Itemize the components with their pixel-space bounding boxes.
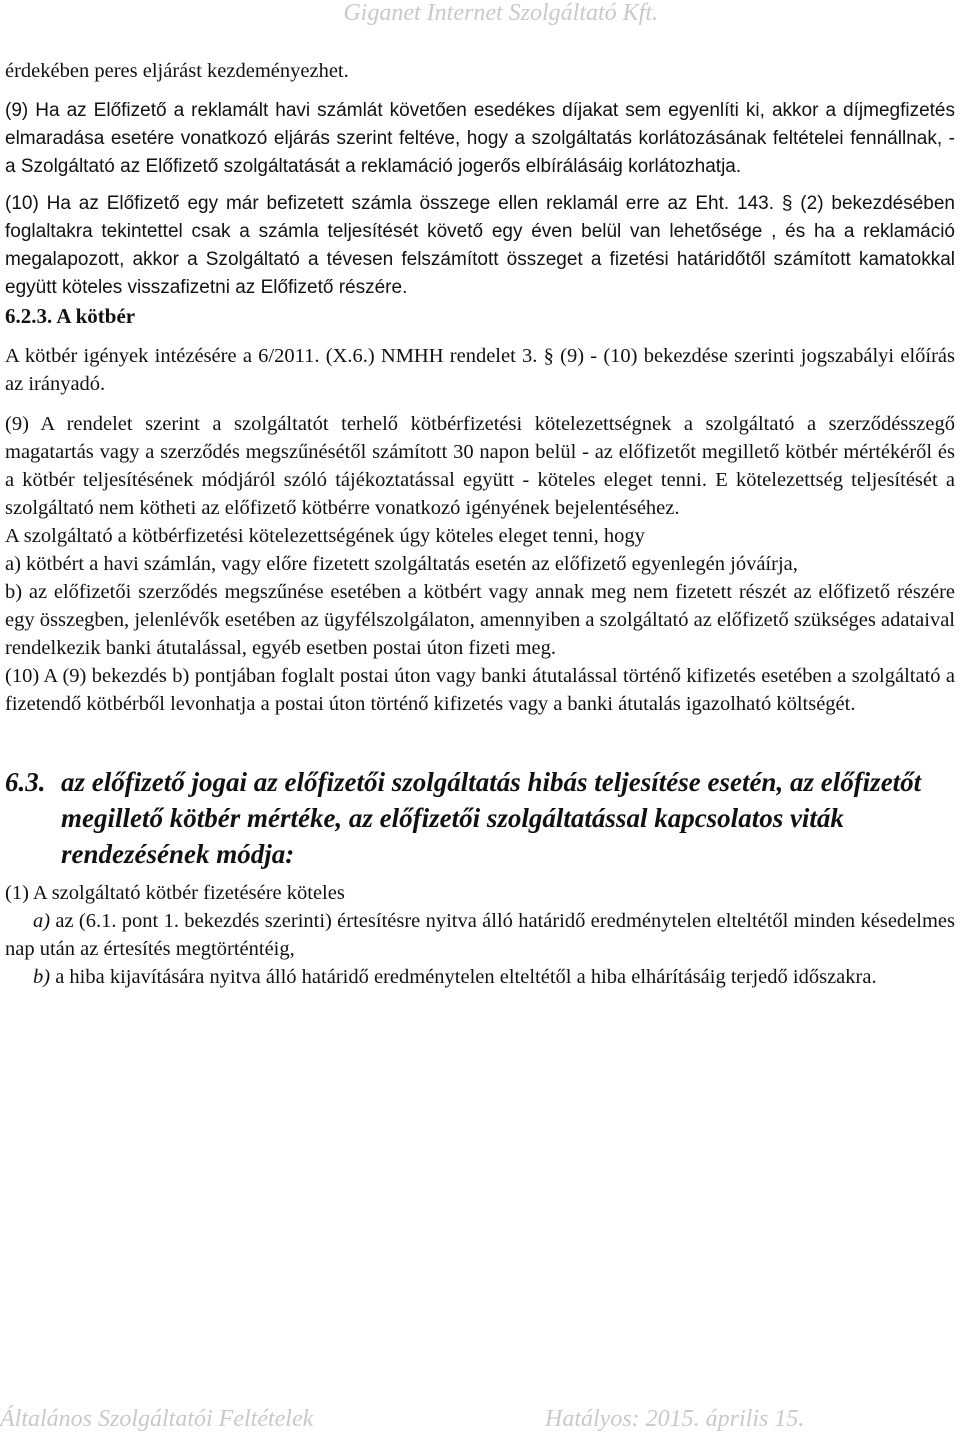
page-header-company: Giganet Internet Szolgáltató Kft. — [343, 0, 658, 26]
paragraph-10-reklamacio: (10) Ha az Előfizető egy már befizetett számla összege ellen reklamál erre az Eht. 143. § (2) bekezdésében foglaltakra tekintettel csak a számla teljesítését követő egy éven belül van lehetősége , és ha a reklamáció megalapozott, akkor a Szolgáltató a tévesen felszámított összeget a fizetési határidőtől számított kamatokkal együtt köteles visszafizetni az Előfizető részére. — [5, 193, 955, 298]
document-body — [5, 57, 955, 991]
paragraph-9-reklamacio: (9) Ha az Előfizető a reklamált havi számlát követően esedékes díjakat sem egyenlíti ki, akkor a díjmegfizetés elmaradása esetére vonatkozó eljárás szerint feltéve, hogy a szolgáltatás korlátozásának feltételei fennállnak, - a Szolgáltató az Előfizető szolgáltatását a reklamáció jogerős elbírálásáig korlátozhatja. — [5, 100, 955, 177]
paragraph-9-kotber-lead: A szolgáltató a kötbérfizetési kötelezettségének úgy köteles eleget tenni, hogy — [5, 525, 645, 547]
section-heading-6-2-3: 6.2.3. A kötbér — [5, 304, 136, 328]
list-text-a: az (6.1. pont 1. bekezdés szerinti) értesítésre nyitva álló határidő eredménytelen elteltétől minden késedelmes nap után az értesítés megtörténtéig, — [5, 910, 955, 960]
list-label-b: b) — [33, 966, 51, 988]
paragraph-9-kotber: (9) A rendelet szerint a szolgáltatót terhelő kötbérfizetési kötelezettségnek a szolgáltató a szerződésszegő magatartás vagy a szerződés megszűnésétől számított 30 napon belül - az előfizetőt megillető kötbér mértékéről és a kötbér teljesítésének módjáról szóló tájékoztatással együtt - köteles eleget tenni. E kötelezettség teljesítését a szolgáltató nem kötheti az előfizető kötbérre vonatkozó igényének bejelentéséhez. — [5, 413, 955, 519]
list-item-b — [5, 963, 955, 991]
paragraph-kotber-intro: A kötbér igények intézésére a 6/2011. (X.6.) NMHH rendelet 3. § (9) - (10) bekezdése szerinti jogszabályi előírás az irányadó. — [5, 345, 955, 395]
section-number: 6.3. — [5, 767, 46, 797]
section-title: az előfizető jogai az előfizetői szolgáltatás hibás teljesítése esetén, az előfizetőt megillető kötbér mértéke, az előfizetői szolgáltatással kapcsolatos viták rendezésének módja: — [61, 767, 922, 869]
footer-effective-date: Hatályos: 2015. április 15. — [545, 1406, 805, 1432]
paragraph-9-kotber-b: b) az előfizetői szerződés megszűnése esetében a kötbért vagy annak meg nem fizetett részét az előfizető részére egy összegben, jelenlévők esetében az ügyfélszolgálaton, amennyiben a szolgáltató az előfizető szükséges adataival rendelkezik banki átutalással, egyéb esetben postai úton fizeti meg. — [5, 581, 955, 659]
list-label-a: a) — [33, 910, 51, 932]
list-text-b: a hiba kijavítására nyitva álló határidő eredménytelen elteltétől a hiba elhárításáig terjedő időszakra. — [50, 966, 877, 988]
footer-document-title: Általános Szolgáltatói Feltételek — [0, 1406, 314, 1432]
paragraph-10-kotber: (10) A (9) bekezdés b) pontjában foglalt postai úton vagy banki átutalással történő kifizetés esetében a szolgáltató a fizetendő kötbérből levonhatja a postai úton történő kifizetés vagy a banki átutalás igazolható költségét. — [5, 665, 955, 715]
section-heading-6-3 — [5, 764, 955, 872]
paragraph-9-kotber-a: a) kötbért a havi számlán, vagy előre fizetett szolgáltatás esetén az előfizető egyenlegén jóváírja, — [5, 553, 798, 575]
list-item-a — [5, 907, 955, 963]
paragraph-1-kotber-kotelezettseg: (1) A szolgáltató kötbér fizetésére köteles — [5, 882, 345, 904]
paragraph-continuation: érdekében peres eljárást kezdeményezhet. — [5, 60, 349, 82]
